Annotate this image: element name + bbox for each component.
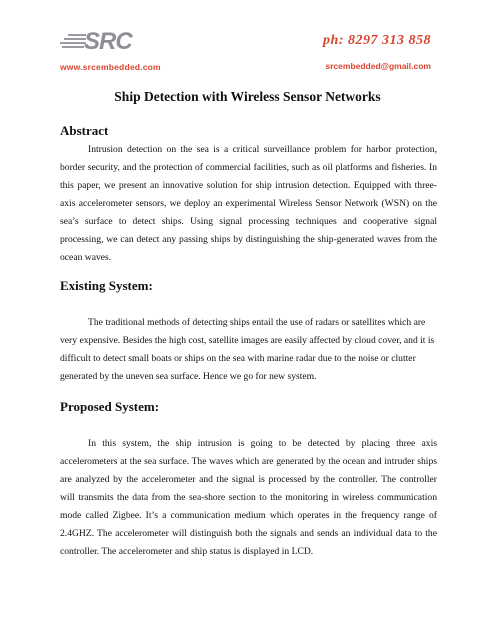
section-heading-existing-system: Existing System: (60, 278, 153, 293)
website-url: www.srcembedded.com (60, 62, 161, 72)
section-body-abstract: Intrusion detection on the sea is a critical surveillance problem for harbor protection, border security, and the protection of commercial facilities, such as oil platforms and fisheries. In this paper, we present an innovative solution for ship intrusion detection. Equipped with three-axis accelerometer sensors, we deploy an experimental Wireless Sensor Network (WSN) on the sea’s surface to detect ships. Using signal processing techniques and cooperative signal processing, we can detect any passing ships by distinguishing the ship-generated waves from the ocean waves. (60, 144, 437, 263)
phone-number: ph: 8297 313 858 (323, 33, 431, 48)
logo-stripes-icon (60, 34, 86, 50)
src-logo (60, 30, 140, 58)
section-heading-proposed-system: Proposed System: (60, 399, 160, 414)
logo-text: SRC (84, 28, 132, 55)
section-body-proposed-system: In this system, the ship intrusion is going to be detected by placing three axis accelerometers at the sea surface. The waves which are generated by the ocean and intruder ships are analyzed by the accelerometer and the signal is processed by the controller. The controller will transmits the data from the sea-shore section to the monitoring in wireless communication mode called Zigbee. It’s a communication medium which operates in the frequency range of 2.4GHZ. The accelerometer will distinguish both the signals and sends an individual data to the controller. The accelerometer and ship status is displayed in LCD. (60, 438, 437, 557)
document-title: Ship Detection with Wireless Sensor Networks (114, 89, 381, 104)
email-address: srcembedded@gmail.com (325, 61, 431, 71)
section-body-existing-system: The traditional methods of detecting ships entail the use of radars or satellites which are very expensive. Besides the high cost, satellite images are easily affected by cloud cover, and it is difficult to detect small boats or ships on the sea with marine radar due to the noise or clutter generated by the uneven sea surface. Hence we go for new system. (60, 317, 435, 382)
section-heading-abstract: Abstract (60, 123, 109, 138)
